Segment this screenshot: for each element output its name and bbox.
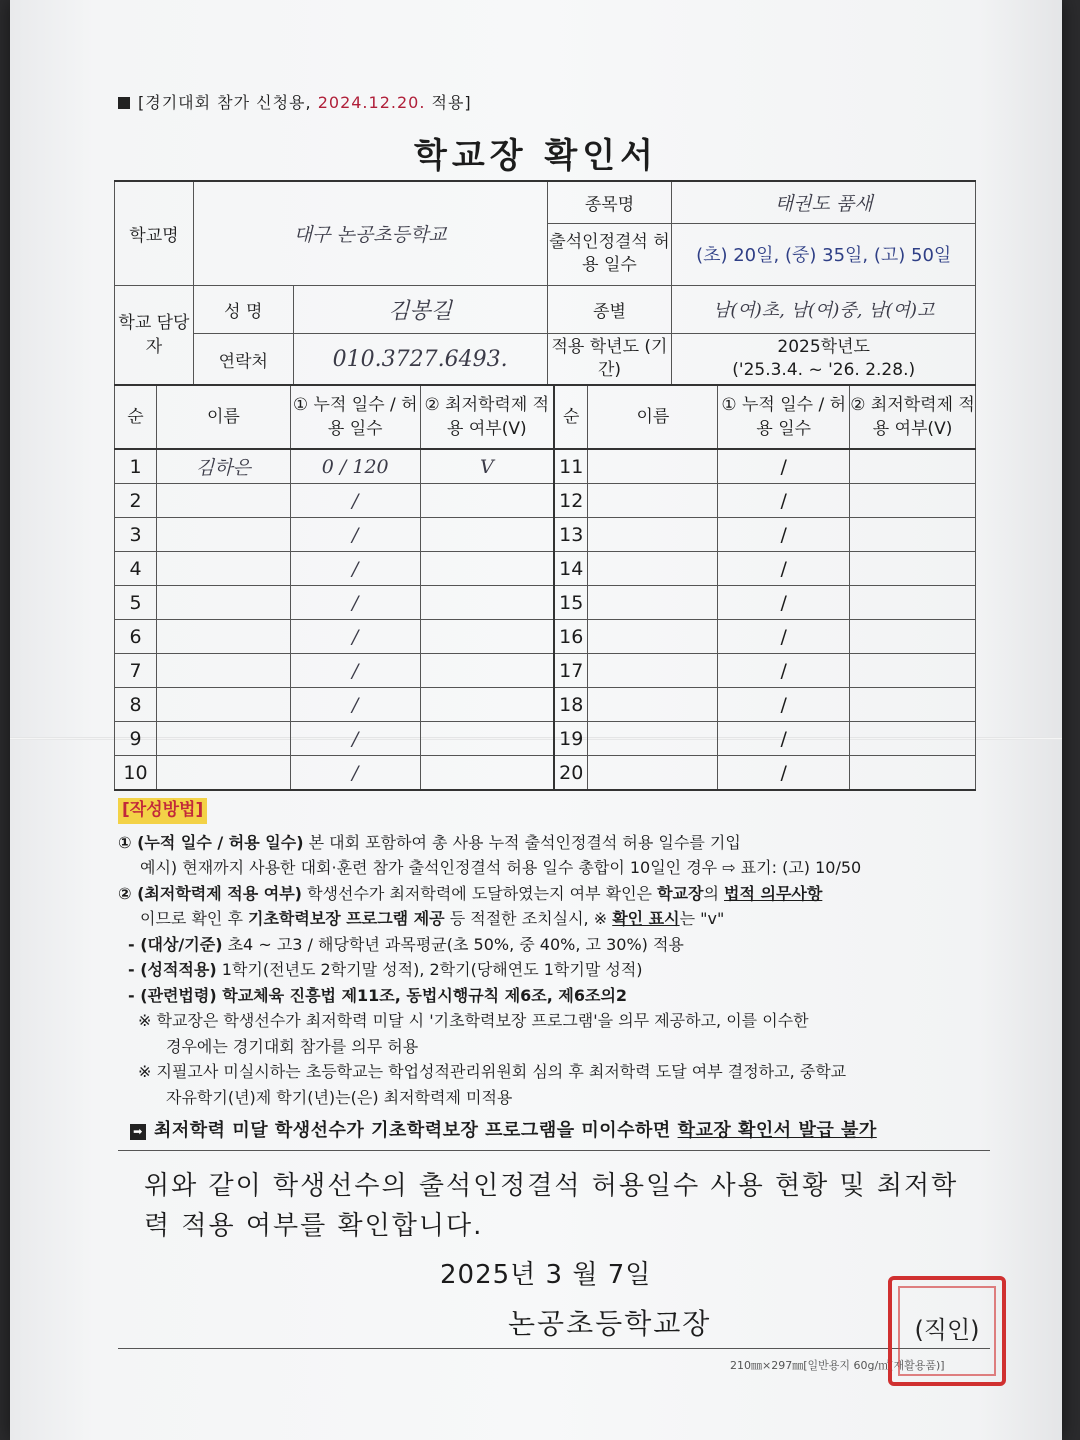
- notice-text: 최저학력 미달 학생선수가 기초학력보장 프로그램을 미이수하면: [154, 1120, 678, 1141]
- guide-target-bold: - (대상/기준): [128, 934, 223, 954]
- row-days: /: [290, 756, 420, 791]
- row-name-2: [588, 484, 718, 518]
- table-row: [115, 449, 976, 484]
- row-name-2: [588, 518, 718, 552]
- row-number: 1: [115, 449, 157, 484]
- row-days-2: /: [718, 654, 850, 688]
- row-days-2: /: [718, 722, 850, 756]
- row-name: [156, 552, 290, 586]
- row-name: [156, 484, 290, 518]
- header-days-2: ① 누적 일수 / 허용 일수: [718, 385, 850, 449]
- square-bullet-icon: [118, 97, 130, 109]
- row-number: 3: [115, 518, 157, 552]
- row-name-2: [588, 654, 718, 688]
- row-min-2: [850, 756, 976, 791]
- absence-label: 출석인정결석 허용 일수: [547, 223, 672, 285]
- row-min-2: [850, 688, 976, 722]
- principal-name: 논공초등학교장: [508, 1307, 712, 1340]
- table-row: [115, 688, 976, 722]
- year-value: 2025학년도: [777, 337, 870, 357]
- event-value: 태권도 품새: [672, 181, 976, 223]
- guide-law-bold: - (관련법령): [128, 985, 217, 1005]
- header-min: ② 최저학력제 적용 여부(V): [420, 385, 554, 449]
- guide-note1: ※ 학교장은 학생선수가 최저학력 미달 시 '기초학력보장 프로그램'을 의무 제공하고, 이를 이수한: [138, 1011, 809, 1030]
- row-number-2: 17: [554, 654, 588, 688]
- header-days: ① 누적 일수 / 허용 일수: [290, 385, 420, 449]
- row-number: 2: [115, 484, 157, 518]
- table-row: [115, 756, 976, 791]
- row-min-2: [850, 722, 976, 756]
- row-number-2: 14: [554, 552, 588, 586]
- row-number-2: 18: [554, 688, 588, 722]
- header-min-2: ② 최저학력제 적용 여부(V): [850, 385, 976, 449]
- row-days: /: [290, 654, 420, 688]
- header-no-2: 순: [554, 385, 588, 449]
- guide-law: 학교체육 진흥법 제11조, 동법시행규칙 제6조, 제6조의2: [216, 985, 628, 1005]
- row-min: [420, 518, 554, 552]
- guide-l4a: 이므로 확인 후: [140, 909, 248, 928]
- event-label: 종목명: [547, 181, 672, 223]
- staff-label: 학교 담당자: [115, 285, 194, 385]
- row-days-2: /: [718, 552, 850, 586]
- row-days: /: [290, 688, 420, 722]
- page-title: 학교장 확인서: [414, 136, 658, 176]
- year-label: 적용 학년도 (기간): [547, 333, 672, 385]
- row-number-2: 15: [554, 586, 588, 620]
- row-min: V: [420, 449, 554, 484]
- row-number: 9: [115, 722, 157, 756]
- guide-note2-cont: 자유학기(년)제 학기(년)는(은) 최저학력제 미적용: [166, 1087, 513, 1107]
- row-days-2: /: [718, 484, 850, 518]
- row-name-2: [588, 688, 718, 722]
- row-min-2: [850, 552, 976, 586]
- official-seal: [888, 1276, 1006, 1386]
- guide-target: 초4 ~ 고3 / 해당학년 과목평균(초 50%, 중 40%, 고 30%) 적용: [222, 934, 684, 954]
- guide-grade-bold: - (성적적용): [128, 960, 217, 979]
- row-days: /: [290, 586, 420, 620]
- contact-label: 연락처: [193, 333, 293, 385]
- row-min: [420, 484, 554, 518]
- guide-item2-bold: ② (최저학력제 적용 여부): [118, 883, 302, 903]
- row-min-2: [850, 518, 976, 552]
- row-days-2: /: [718, 586, 850, 620]
- guide-grade: 1학기(전년도 2학기말 성적), 2학기(당해연도 1학기말 성적): [216, 960, 643, 979]
- seal-label: (직인): [914, 1316, 980, 1344]
- gender-value: 남(여)초, 남(여)중, 남(여)고: [672, 285, 976, 333]
- paper-spec: 210㎜×297㎜[일반용지 60g/㎡(재활용품)]: [730, 1359, 945, 1372]
- row-days: /: [290, 518, 420, 552]
- row-number: 5: [115, 586, 157, 620]
- header-name: 이름: [156, 385, 290, 449]
- row-number-2: 20: [554, 756, 588, 791]
- confirm-date: 2025년 3 월 7일: [440, 1260, 652, 1290]
- row-min: [420, 722, 554, 756]
- student-table: [114, 384, 976, 791]
- row-days: /: [290, 552, 420, 586]
- row-name: [156, 688, 290, 722]
- table-row: [115, 722, 976, 756]
- row-name: [156, 722, 290, 756]
- row-name: [156, 518, 290, 552]
- guide-l4d: 확인 표시: [612, 909, 680, 928]
- row-min: [420, 756, 554, 791]
- arrow-box-icon: ➡: [130, 1124, 146, 1140]
- row-days-2: /: [718, 756, 850, 791]
- row-number: 10: [115, 756, 157, 791]
- row-min: [420, 654, 554, 688]
- year-period: ('25.3.4. ~ '26. 2.28.): [732, 360, 916, 380]
- row-name: [156, 654, 290, 688]
- table-row: [115, 552, 976, 586]
- guide-item1: 본 대회 포함하여 총 사용 누적 출석인정결석 허용 일수를 기입: [303, 832, 741, 852]
- info-table: [114, 180, 976, 386]
- table-row: [115, 620, 976, 654]
- row-min-2: [850, 620, 976, 654]
- guide-item2-principal: 학교장: [657, 883, 704, 903]
- guide-note2: ※ 지필고사 미실시하는 초등학교는 학업성적관리위원회 심의 후 최저학력 도달 여부 결정하고, 중학교: [138, 1062, 847, 1081]
- row-number-2: 12: [554, 484, 588, 518]
- row-name: [156, 586, 290, 620]
- row-days-2: /: [718, 688, 850, 722]
- guide-item2-mid: 의: [703, 883, 725, 903]
- row-name-2: [588, 620, 718, 654]
- guide-item2: 학생선수가 최저학력에 도달하였는지 여부 확인은: [302, 883, 658, 903]
- note-suffix: 적용]: [425, 93, 472, 112]
- name-value: 김봉길: [293, 285, 547, 333]
- confirm-text: 위와 같이 학생선수의 출석인정결석 허용일수 사용 현황 및 최저학력 적용 여부를 확인합니다.: [144, 1171, 959, 1241]
- row-number-2: 19: [554, 722, 588, 756]
- row-number-2: 13: [554, 518, 588, 552]
- note-date: 2024.12.20.: [317, 93, 426, 112]
- row-number-2: 16: [554, 620, 588, 654]
- table-header-row: [115, 385, 976, 449]
- school-value: 대구 논공초등학교: [193, 181, 547, 285]
- absence-value: (초) 20일, (중) 35일, (고) 50일: [672, 223, 976, 285]
- header-name-2: 이름: [588, 385, 718, 449]
- row-min: [420, 620, 554, 654]
- notice-emphasis: 학교장 확인서 발급 불가: [677, 1120, 877, 1141]
- notice: [130, 1116, 877, 1142]
- row-min: [420, 552, 554, 586]
- note-prefix: [경기대회 참가 신청용,: [138, 93, 318, 112]
- name-label: 성 명: [193, 285, 293, 333]
- guide-item2-duty: 법적 의무사항: [724, 883, 823, 903]
- table-row: [115, 484, 976, 518]
- row-number: 6: [115, 620, 157, 654]
- row-min-2: [850, 484, 976, 518]
- row-days-2: /: [718, 518, 850, 552]
- guide-example: 예시) 현재까지 사용한 대회·훈련 참가 출석인정결석 허용 일수 총합이 10일인 경우 ⇨ 표기: (고) 10/50: [140, 858, 862, 877]
- divider-top: [118, 1150, 990, 1151]
- row-name: [156, 756, 290, 791]
- row-days: /: [290, 620, 420, 654]
- row-name: 김하은: [156, 449, 290, 484]
- row-name-2: [588, 552, 718, 586]
- school-label: 학교명: [115, 181, 194, 285]
- guide-l4b: 기초학력보장 프로그램 제공: [248, 909, 445, 928]
- guide-item1-bold: ① (누적 일수 / 허용 일수): [118, 832, 304, 852]
- table-row: [115, 518, 976, 552]
- divider-bottom: [118, 1348, 990, 1349]
- row-number: 4: [115, 552, 157, 586]
- row-days: /: [290, 722, 420, 756]
- document-paper: [10, 0, 1062, 1440]
- row-name-2: [588, 722, 718, 756]
- guide-note1-cont: 경우에는 경기대회 참가를 의무 허용: [166, 1036, 419, 1056]
- contact-value: 010.3727.6493.: [293, 333, 547, 385]
- row-min-2: [850, 586, 976, 620]
- guide-title: [작성방법]: [118, 798, 207, 824]
- row-name-2: [588, 586, 718, 620]
- row-min: [420, 586, 554, 620]
- row-days: /: [290, 484, 420, 518]
- gender-label: 종별: [547, 285, 672, 333]
- guide-l4c: 등 적절한 조치실시, ※: [444, 909, 613, 928]
- header-no: 순: [115, 385, 157, 449]
- guide-l4e: 는 "v": [679, 909, 725, 928]
- header-note: [118, 90, 472, 113]
- row-name-2: [588, 449, 718, 484]
- row-number: 8: [115, 688, 157, 722]
- row-name: [156, 620, 290, 654]
- row-days-2: /: [718, 620, 850, 654]
- row-days-2: /: [718, 449, 850, 484]
- table-row: [115, 586, 976, 620]
- row-days: 0 / 120: [290, 449, 420, 484]
- row-number-2: 11: [554, 449, 588, 484]
- row-min: [420, 688, 554, 722]
- row-name-2: [588, 756, 718, 791]
- writing-guide: [118, 797, 998, 1110]
- row-number: 7: [115, 654, 157, 688]
- row-min-2: [850, 449, 976, 484]
- table-row: [115, 654, 976, 688]
- row-min-2: [850, 654, 976, 688]
